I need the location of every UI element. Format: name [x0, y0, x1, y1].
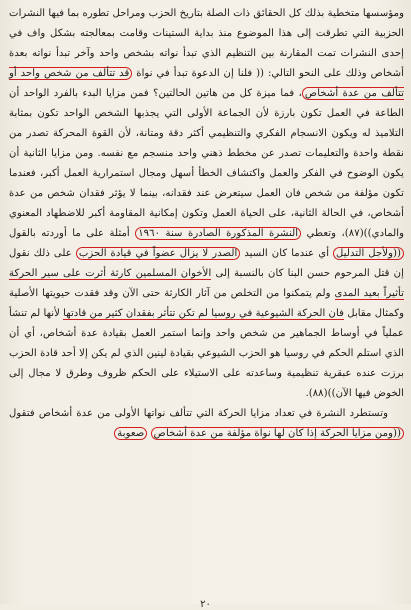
underline-muslim-brotherhood: الأخوان المسلمين كارثة أثرت على سير الحركة تأثيراً بعيد المدى — [9, 268, 404, 299]
text-segment: أي عندما كان السيد — [240, 248, 334, 259]
highlight-circle-bulletin-1960: النشرة المذكورة الصادرة سنة ١٩٦٠ — [135, 227, 301, 240]
text-segment: ، فما ميزة كل من هاتين الحالتين؟ فمن مزايا البدء بالفرد الواحد أن الطاعة في العمل تكون بارزة لأن الجماعة الأولى التي يجذبها الشخص الواحد تكون بمثابة التلاميذ له ويكون الانسجام الفكري والتنظيمي أكثر دقة ومتانة، لأن القوة المحركة تصدر من نقطة واحدة والتعليمات تصدر عن مخطط ذهني واحد منسجم مع نفسه. ومن مزايا الثانية أن يكون الوضوح في الفكر والعمل واكتشاف الخطأ أسهل ومجال استمرارية العمل أكبر، فعندما تكون مؤلفة من شخص فان العمل سيتعرض عند فقدانه، بينما لا يؤثر فقدان شخص من عدة أشخاص، في الحالة الثانية، على الحياة العمل وتكون إمكانية المقاومة أكبر للاضطهاد المعنوي والمادي))(٨٧)، وتعطي — [9, 88, 404, 239]
body-text — [9, 4, 404, 444]
page-number: ٢٠ — [200, 599, 211, 610]
paragraph-2 — [9, 404, 404, 444]
text-segment: على ذلك نقول إن قتل المرحوم حسن البنا كان بالنسبة إلى — [9, 248, 404, 279]
text-segment: أمثلة على ما أوردته بالقول — [9, 228, 136, 239]
highlight-circle-group-nucleus: ((ومن مزايا الحركة إذا كان لها نواة مؤلفة من عدة أشخاص — [151, 427, 404, 440]
paragraph-1 — [9, 4, 404, 404]
highlight-circle-sadr-member: الصدر لا يزال عضواً في قيادة الحزب — [76, 247, 241, 260]
highlight-circle-single-vs-group: قد تتألف من شخص واحد أو تتألف من عدة أشخاص — [9, 68, 405, 99]
underline-communist-movement: فان الحركة الشيوعية في روسيا لم تكن تتأثر بفقدان كثير من قادتها — [63, 308, 344, 319]
text-segment: ومؤسسها متخطية بذلك كل الحقائق ذات الصلة بتاريخ الحزب ومراحل تطوره بما فيها النشرات الحزبية التي تطرقت إلى هذا الموضوع منذ بداية الستينات وقامت بمعالجته بشكل واف في إحدى النشرات تمت المقارنة بين التنظيم الذي تبدأ نواته بشخص واحد وآخر تبدأ نواته بعدة أشخاص وذلك على النحو التالي: (( فلنا إن الدعوة تبدأ في نواة — [9, 8, 404, 79]
highlight-circle-for-illustration: ((ولأجل التدليل — [333, 247, 404, 260]
text-segment: وتستطرد النشرة في تعداد مزايا الحركة التي تتألف نواتها الأولى من عدة أشخاص فتقول — [9, 408, 388, 419]
highlight-circle-difficulty: صعوبة — [114, 427, 147, 440]
text-segment: لأنها لم تنشأ عملياً في أوساط الجماهير من شخص واحد وإنما استمر العمل بقيادة عدة أشخاص، أي أن الذي استلم الحكم في روسيا هو الحزب الشيوعي بقيادة لينين الذي لم يكن إلا أحد قادة الحزب برزت عنده عبقرية تنظيمية وساعدته على الاستيلاء على الحكم ظروف وطرق لا مجال إلى الخوض فيها الآن))(٨٨). — [9, 308, 404, 399]
text-segment: ولم يتمكنوا من التخلص من آثار الكارثة حتى الآن وقد فقدت حيويتها الأصلية وكمثال مقابل — [9, 288, 404, 319]
